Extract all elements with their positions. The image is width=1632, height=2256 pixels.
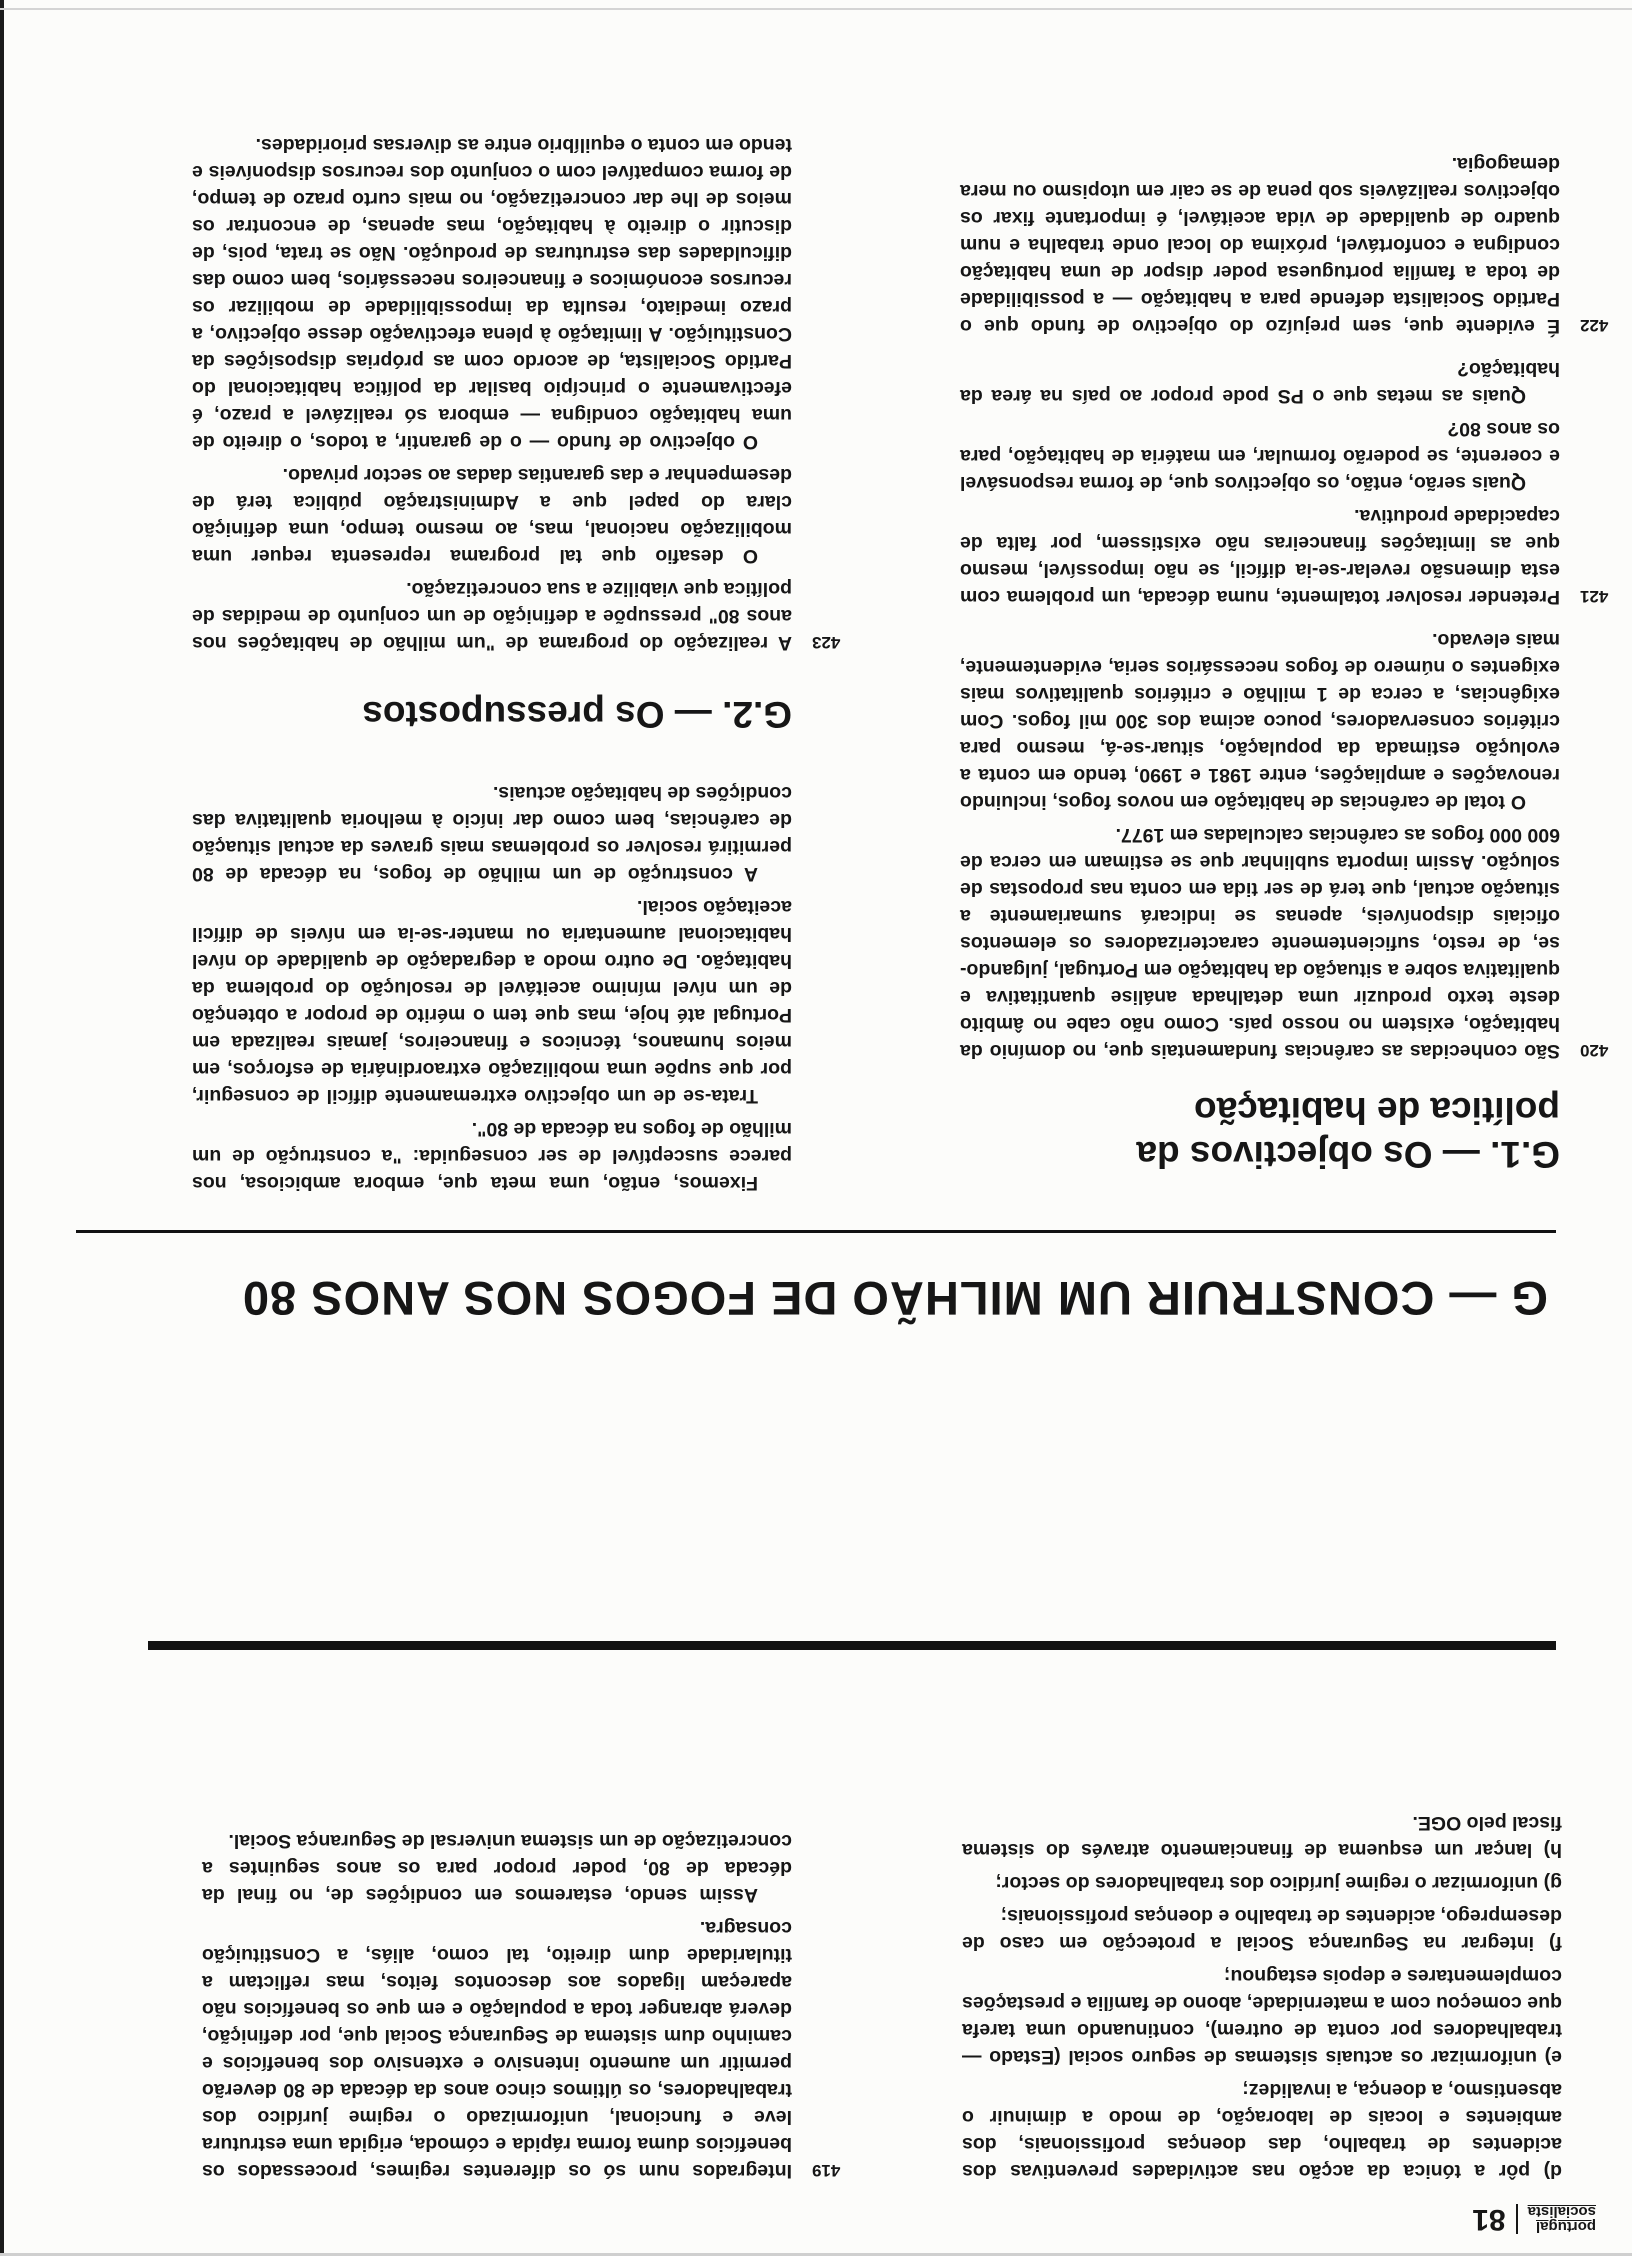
paragraph-text: A construção de um milhão de fogos, na década de 80 permitirá resolver os problemas mais graves da actual situação de carências, bem como dar início à melhoria qualitativa das condições de habitação actuais. xyxy=(192,782,792,885)
logo-divider xyxy=(1516,2204,1518,2234)
paragraph-420 xyxy=(960,821,1609,1064)
right-column-upper xyxy=(192,773,792,1196)
list-item: g) uniformizar o regime jurídico dos trabalhadores do sector; xyxy=(995,1872,1562,1894)
paragraph-number: 422 xyxy=(1580,316,1609,335)
paragraph-text: Trata-se de um objectivo extremamente difícil de conseguir, por que supõe uma mobilização extraordinária de esforços, em meios humanos, técnicos e financeiros, jamais realizada em Portugal até hoje, mas que tem o mérito de propor a obtenção de um nível mínimo aceitável de resolução do problema da habitação. De outro modo a degradação de qualidade do nível habitacional aumentaria ou manter-se-ia em níveis de difícil aceitação social. xyxy=(192,896,792,1107)
paragraph-419-column xyxy=(202,1821,841,2184)
list-item: d) pôr a tónica da acção nas actividades preventivas dos acidentes de trabalho, das doenças profissionais, dos ambientes e locais de laboração, de modo a diminuir o absentismo, a doença, a invalidez; xyxy=(962,2079,1562,2182)
paragraph-text: São conhecidas as carências fundamentais que, no domínio da habitação, existem no nosso país. Como não cabe no âmbito deste texto produzir uma detalhada análise quantitativa e qualitativa sobre a situação da habitação em Portugal, julgando-se, de resto, suficientemente caracterizadores os elementos oficiais disponíveis, apenas se indicará sumariamente a situação actual, que terá de ser tida em conta nas propostas de solução. Assim importa sublinhar que se estimam em cerca de 600 000 fogos as carências calculadas em 1977. xyxy=(960,824,1560,1062)
section-g2-body xyxy=(192,125,841,656)
paragraph-text: Pretender resolver totalmente, numa década, um problema com esta dimensão revelar-se-ia difícil, se não impossível, mesmo que as limitações financeiras não existissem, por falta de capacidade produtiva. xyxy=(960,505,1560,608)
scan-edge xyxy=(0,0,4,2256)
paragraph-number: 420 xyxy=(1580,1041,1609,1060)
section-divider xyxy=(148,1641,1556,1650)
list-item: f) integrar na Segurança Social a protecção em caso de desemprego, acidentes de trabalho e doenças profissionais; xyxy=(962,1905,1562,1954)
chapter-title: G — CONSTRUIR UM MILHÃO DE FOGOS NOS ANOS 80 xyxy=(241,1272,1548,1325)
paragraph-text: Quais serão, então, os objectivos que, de forma responsável e coerente, se poderão formular, em matéria de habitação, para os anos 80? xyxy=(960,418,1560,494)
title-underline xyxy=(76,1230,1556,1233)
paragraph-423 xyxy=(192,575,841,656)
logo-line-2: socialista xyxy=(1527,2203,1596,2220)
section-title-g1: G.1. — Os objectivos da política de habitação xyxy=(1136,1090,1560,1175)
paragraph-text: O desafio que tal programa representa requer uma mobilização nacional, mas, ao mesmo tempo, uma definição clara do papel que a Administração pública terá de desempenhar e das garantias dadas ao sector privado. xyxy=(192,464,792,567)
paragraph-422 xyxy=(960,150,1609,339)
paragraph-text: O total de carências de habitação em novos fogos, incluindo renovações e ampliações, entre 1981 e 1990, tendo em conta a evolução estimada da população, situar-se-á, mesmo para critérios conservadores, pouco acima dos 300 mil fogos. Com exigências, a cerca de 1 milhão e critérios qualitativos mais exigentes o número de fogos necessários seria, evidentemente, mais elevado. xyxy=(960,629,1560,813)
paragraph-text: O objectivo de fundo — o de garantir, a todos, o direito de uma habitação condigna — embora só realizável a prazo, é efectivamente o princípio basilar da política habitacional do Partido Socialista, de acordo com as próprias disposições da Constituição. A limitação à plena efectivação desse objectivo, a prazo imediato, resulta da impossibilidade de mobilizar os recursos económicos e financeiros necessários, bem como das dificuldades das estruturas de produção. Não se trata, pois, de discutir o direito à habitação, mas apenas, de encontrar os meios de lhe dar concretização, no mais curto prazo de tempo, de forma compatível com o conjunto dos recursos disponíveis e tendo em conta o equilíbrio entre as diversas prioridades. xyxy=(192,134,792,453)
page-footer-logo xyxy=(1472,2202,1596,2236)
paragraph-text: É evidente que, sem prejuízo do objectivo de fundo que o Partido Socialista defende para a habitação — a possibilidade de toda a família portuguesa poder dispor de uma habitação condigna e confortável, próxima do local onde trabalha e num quadro de qualidade de vida aceitável, é importante fixar os objectivos realizáveis sob pena de se cair em utopismo ou mera demagogia. xyxy=(960,153,1560,337)
scan-edge-bottom xyxy=(0,8,1632,10)
logo-line-1: portugal xyxy=(1536,2218,1596,2235)
paragraph-text: A realização do programa de "um milhão de habitações nos anos 80" pressupõe a definição de um conjunto de medidas de política que viabilize a sua concretização. xyxy=(192,578,792,654)
paragraph-text: Fixemos, então, uma meta que, embora ambiciosa, nos parece susceptível de ser conseguida: "a construção de um milhão de fogos na década de 80". xyxy=(192,1118,792,1194)
paragraph-text: Quais as metas que o PS pode propor ao país na área da habitação? xyxy=(960,358,1560,407)
paragraph-number: 421 xyxy=(1580,587,1609,606)
section-title-g2: G.2. — Os pressupostos xyxy=(362,694,792,735)
paragraph-number: 423 xyxy=(812,633,841,652)
paragraph-421 xyxy=(960,502,1609,610)
page-number: 81 xyxy=(1472,2203,1506,2236)
paragraph-text: Assim sendo, estaremos em condições de, no final da década de 80, poder propor para os anos seguintes a concretização de um sistema universal de Segurança Social. xyxy=(202,1830,792,1906)
list-item: h) lançar um esquema de financiamento através do sistema fiscal pelo OGE. xyxy=(962,1812,1562,1861)
list-continuation xyxy=(962,1803,1562,2184)
publication-logo xyxy=(1528,2204,1596,2234)
list-item: e) uniformizar os actuais sistemas de seguro social (Estado — trabalhadores por conta de outrem), continuando uma tarefa que começou com a maternidade, abono de família e prestações complementares e depois estagnou; xyxy=(962,1965,1562,2068)
paragraph-number: 419 xyxy=(812,2161,841,2180)
section-g1-body xyxy=(960,144,1609,1064)
paragraph-text: Integrados num só os diferentes regimes, processados os benefícios duma forma rápida e cómoda, erigida uma estrutura leve e funcional, uniformizado o regime jurídico dos trabalhadores, os últimos cinco anos da década de 80 deverão permitir um aumento intensivo e extensivo dos benefícios e caminho dum sistema de Segurança Social que, por definição, deverá abranger toda a população e em que os benefícios não apareçam ligados aos descontos feitos, mas reflictam a titularidade dum direito, tal como, aliás, a Constituição consagra. xyxy=(202,1917,792,2182)
paragraph-419 xyxy=(202,1914,841,2184)
